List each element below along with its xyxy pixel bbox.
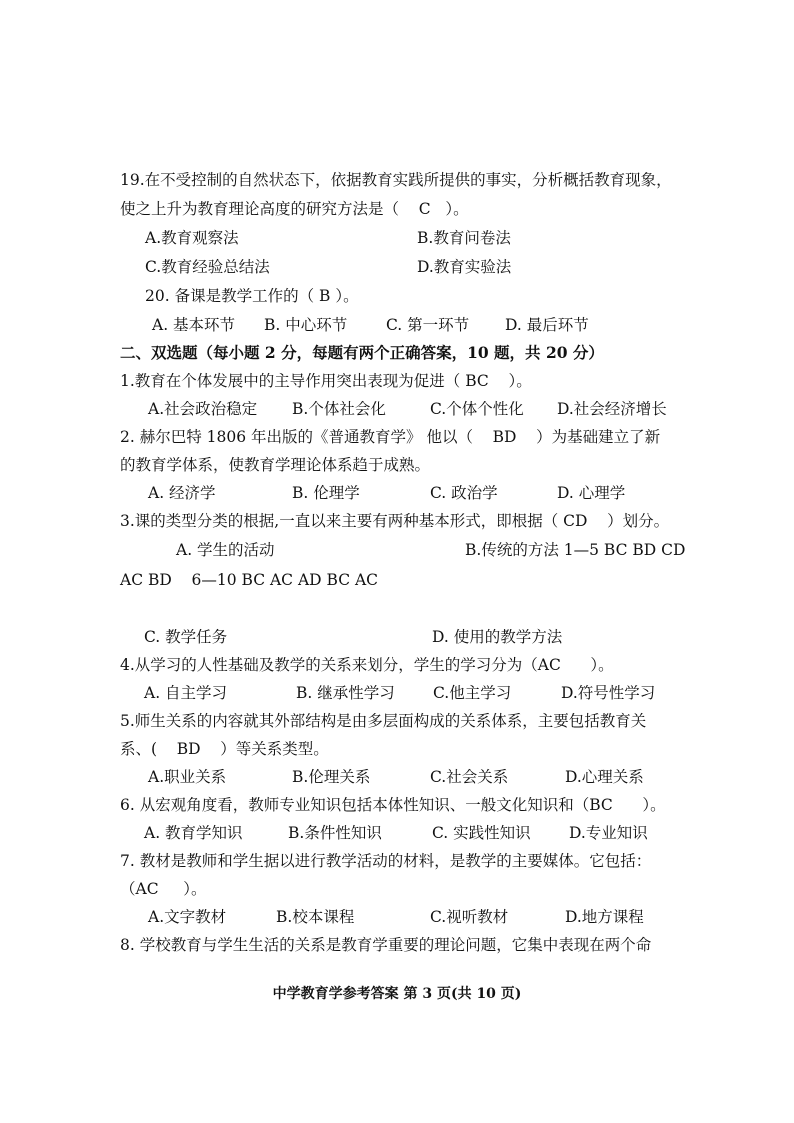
d1-stem: 1.教育在个体发展中的主导作用突出表现为促进（ BC ）。 [120,372,532,390]
d1-option-c: C.个体个性化 [430,400,524,418]
d4-stem: 4.从学习的人性基础及教学的关系来划分，学生的学习分为（AC ）。 [120,656,614,674]
page-footer: 中学教育学参考答案 第 3 页(共 10 页) [272,986,522,1002]
d2-option-c: C. 政治学 [430,484,498,502]
q20-stem: 20. 备课是教学工作的（ B ）。 [145,287,359,305]
d6-option-a: A. 教育学知识 [144,824,243,842]
d3-option-d: D. 使用的教学方法 [432,628,563,646]
d5-line2: 系、( BD ）等关系类型。 [120,740,329,758]
d3-option-a: A. 学生的活动 [176,541,275,559]
d1-option-b: B.个体社会化 [292,400,386,418]
q19-line1: 19.在不受控制的自然状态下，依据教育实践所提供的事实，分析概括教育现象， [120,171,672,189]
q19-option-c: C.教育经验总结法 [145,258,270,276]
d2-option-a: A. 经济学 [148,484,216,502]
d7-option-a: A.文字教材 [148,908,227,926]
q19-line2: 使之上升为教育理论高度的研究方法是（ C ）。 [120,200,469,218]
d2-option-d: D. 心理学 [557,484,626,502]
q19-option-d: D.教育实验法 [417,258,512,276]
d4-option-b: B. 继承性学习 [296,684,395,702]
d4-option-d: D.符号性学习 [561,684,656,702]
d1-option-d: D.社会经济增长 [557,400,667,418]
d6-stem: 6. 从宏观角度看，教师专业知识包括本体性知识、一般文化知识和（BC ）。 [120,796,666,814]
q19-option-b: B.教育问卷法 [417,229,511,247]
d3-option-c: C. 教学任务 [144,628,228,646]
q20-option-b: B. 中心环节 [264,316,348,334]
d7-option-d: D.地方课程 [565,908,644,926]
d5-option-d: D.心理关系 [565,768,644,786]
d5-option-c: C.社会关系 [430,768,509,786]
section2-heading: 二、双选题（每小题 2 分，每题有两个正确答案，10 题，共 20 分） [120,343,604,362]
q20-option-c: C. 第一环节 [386,316,470,334]
d7-line2: （AC ）。 [120,880,207,898]
d7-option-c: C.视听教材 [430,908,509,926]
d5-option-b: B.伦理关系 [292,768,371,786]
d2-line1: 2. 赫尔巴特 1806 年出版的《普通教育学》 他以（ BD ）为基础建立了新 [120,428,661,446]
d3-stem: 3.课的类型分类的根据,一直以来主要有两种基本形式，即根据（ CD ）划分。 [120,512,670,530]
q20-option-d: D. 最后环节 [505,316,589,334]
q19-option-a: A.教育观察法 [145,229,239,247]
d6-option-d: D.专业知识 [569,824,648,842]
d2-option-b: B. 伦理学 [292,484,360,502]
d3-option-b: B.传统的方法 1—5 BC BD CD [465,541,686,559]
d7-line1: 7. 教材是教师和学生据以进行教学活动的材料，是教学的主要媒体。它包括： [120,852,652,870]
d1-option-a: A.社会政治稳定 [148,400,258,418]
d4-option-a: A. 自主学习 [144,684,228,702]
d6-option-c: C. 实践性知识 [432,824,531,842]
d8-line1: 8. 学校教育与学生生活的关系是教育学重要的理论问题，它集中表现在两个命 [120,936,652,954]
d6-option-b: B.条件性知识 [288,824,382,842]
d5-line1: 5.师生关系的内容就其外部结构是由多层面构成的关系体系，主要包括教育关 [120,712,647,730]
d5-option-a: A.职业关系 [148,768,227,786]
d2-line2: 的教育学体系，使教育学理论体系趋于成熟。 [120,456,431,474]
d4-option-c: C.他主学习 [433,684,512,702]
q20-option-a: A. 基本环节 [152,316,236,334]
answer-key-line: AC BD 6—10 BC AC AD BC AC [120,571,379,589]
d7-option-b: B.校本课程 [276,908,355,926]
